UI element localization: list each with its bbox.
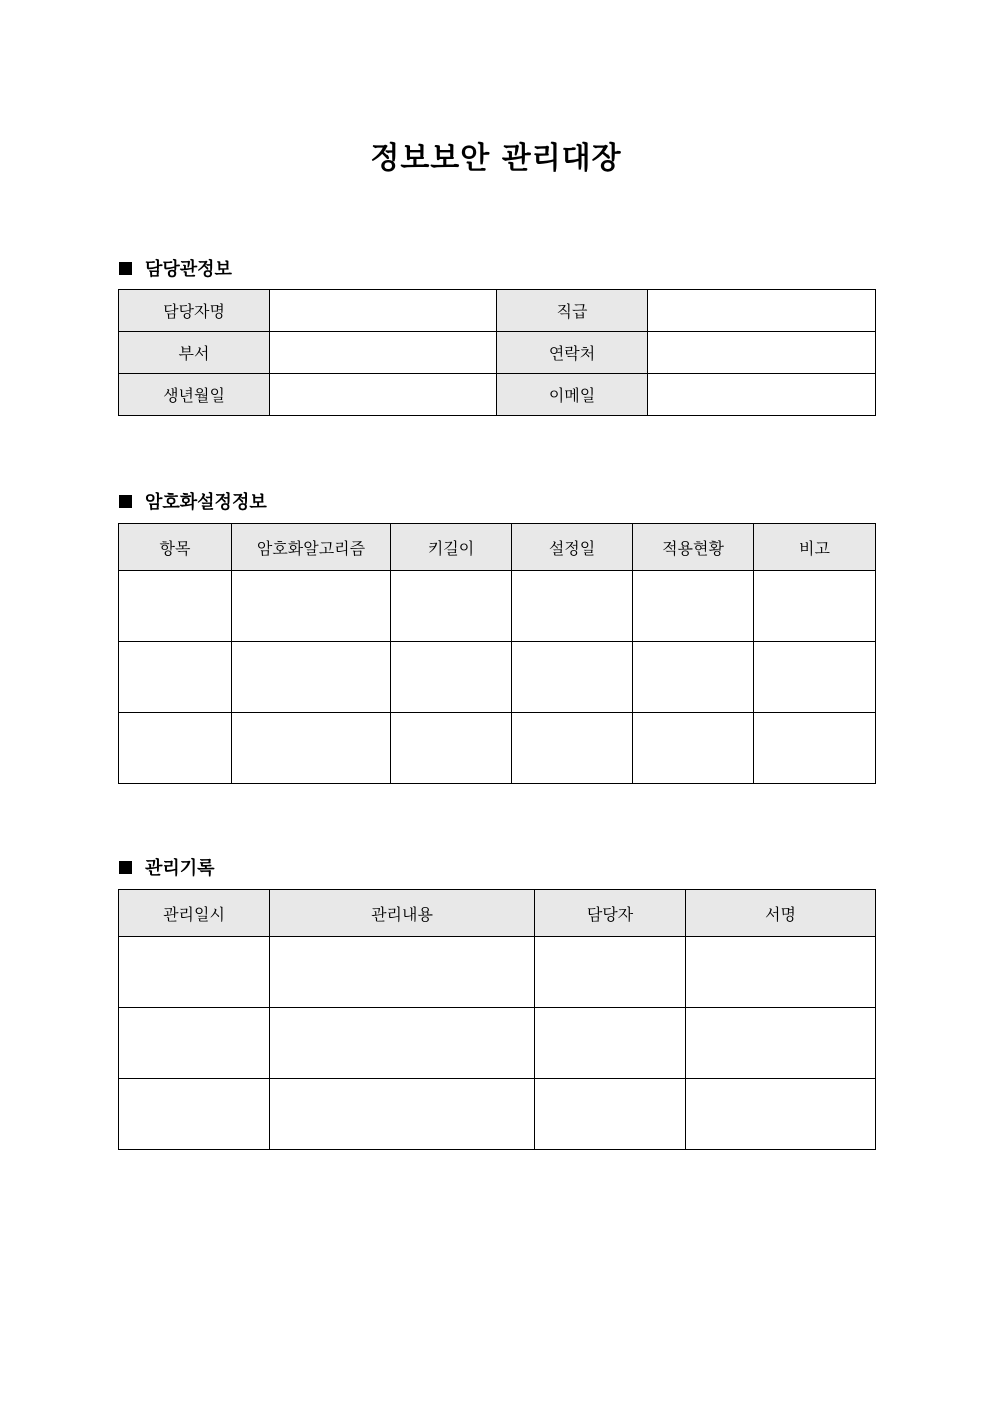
table-row (119, 937, 876, 1008)
table-cell[interactable] (270, 1008, 535, 1079)
table-cell[interactable] (633, 713, 754, 784)
column-header: 키길이 (391, 524, 512, 571)
section-heading-encryption-settings (119, 488, 267, 514)
table-cell[interactable] (119, 642, 232, 713)
square-bullet-icon (119, 861, 132, 874)
table-cell[interactable] (232, 642, 391, 713)
table-cell[interactable] (535, 937, 686, 1008)
birthdate-field[interactable] (270, 374, 497, 416)
table-cell[interactable] (686, 937, 876, 1008)
table-cell[interactable] (633, 571, 754, 642)
table-cell[interactable] (512, 642, 633, 713)
column-header: 적용현황 (633, 524, 754, 571)
table-cell[interactable] (270, 1079, 535, 1150)
table-header-row (119, 524, 876, 571)
column-header: 설정일 (512, 524, 633, 571)
column-header: 비고 (754, 524, 876, 571)
table-cell[interactable] (119, 1008, 270, 1079)
square-bullet-icon (119, 262, 132, 275)
table-cell[interactable] (119, 571, 232, 642)
column-header: 관리내용 (270, 890, 535, 937)
table-cell[interactable] (512, 713, 633, 784)
management-log-table (118, 889, 876, 1150)
table-cell[interactable] (391, 713, 512, 784)
table-header-row (119, 890, 876, 937)
email-field[interactable] (648, 374, 876, 416)
table-cell[interactable] (232, 713, 391, 784)
contact-field[interactable] (648, 332, 876, 374)
table-cell[interactable] (754, 713, 876, 784)
table-cell[interactable] (119, 713, 232, 784)
encryption-settings-table (118, 523, 876, 784)
table-cell[interactable] (270, 937, 535, 1008)
column-header: 관리일시 (119, 890, 270, 937)
table-row (119, 1079, 876, 1150)
table-cell[interactable] (686, 1008, 876, 1079)
name-field[interactable] (270, 290, 497, 332)
table-cell[interactable] (232, 571, 391, 642)
table-row (119, 374, 876, 416)
table-row (119, 290, 876, 332)
table-row (119, 1008, 876, 1079)
table-row (119, 571, 876, 642)
table-cell[interactable] (391, 642, 512, 713)
section-heading-text: 관리기록 (145, 858, 215, 879)
section-heading-manager-info (119, 255, 232, 281)
manager-info-table (118, 289, 876, 416)
table-row (119, 332, 876, 374)
table-cell[interactable] (119, 1079, 270, 1150)
table-cell[interactable] (754, 642, 876, 713)
label-cell: 부서 (119, 332, 270, 374)
column-header: 항목 (119, 524, 232, 571)
position-field[interactable] (648, 290, 876, 332)
square-bullet-icon (119, 495, 132, 508)
table-cell[interactable] (754, 571, 876, 642)
table-cell[interactable] (391, 571, 512, 642)
table-cell[interactable] (633, 642, 754, 713)
label-cell: 담당자명 (119, 290, 270, 332)
label-cell: 생년월일 (119, 374, 270, 416)
table-row (119, 713, 876, 784)
label-cell: 이메일 (497, 374, 648, 416)
label-cell: 연락처 (497, 332, 648, 374)
department-field[interactable] (270, 332, 497, 374)
section-heading-text: 담당관정보 (145, 259, 232, 280)
section-heading-text: 암호화설정정보 (145, 492, 267, 513)
table-cell[interactable] (512, 571, 633, 642)
table-cell[interactable] (535, 1079, 686, 1150)
label-cell: 직급 (497, 290, 648, 332)
column-header: 담당자 (535, 890, 686, 937)
table-cell[interactable] (686, 1079, 876, 1150)
table-row (119, 642, 876, 713)
column-header: 서명 (686, 890, 876, 937)
table-cell[interactable] (119, 937, 270, 1008)
section-heading-management-log (119, 854, 215, 880)
table-cell[interactable] (535, 1008, 686, 1079)
column-header: 암호화알고리즘 (232, 524, 391, 571)
page-title: 정보보안 관리대장 (370, 141, 622, 176)
